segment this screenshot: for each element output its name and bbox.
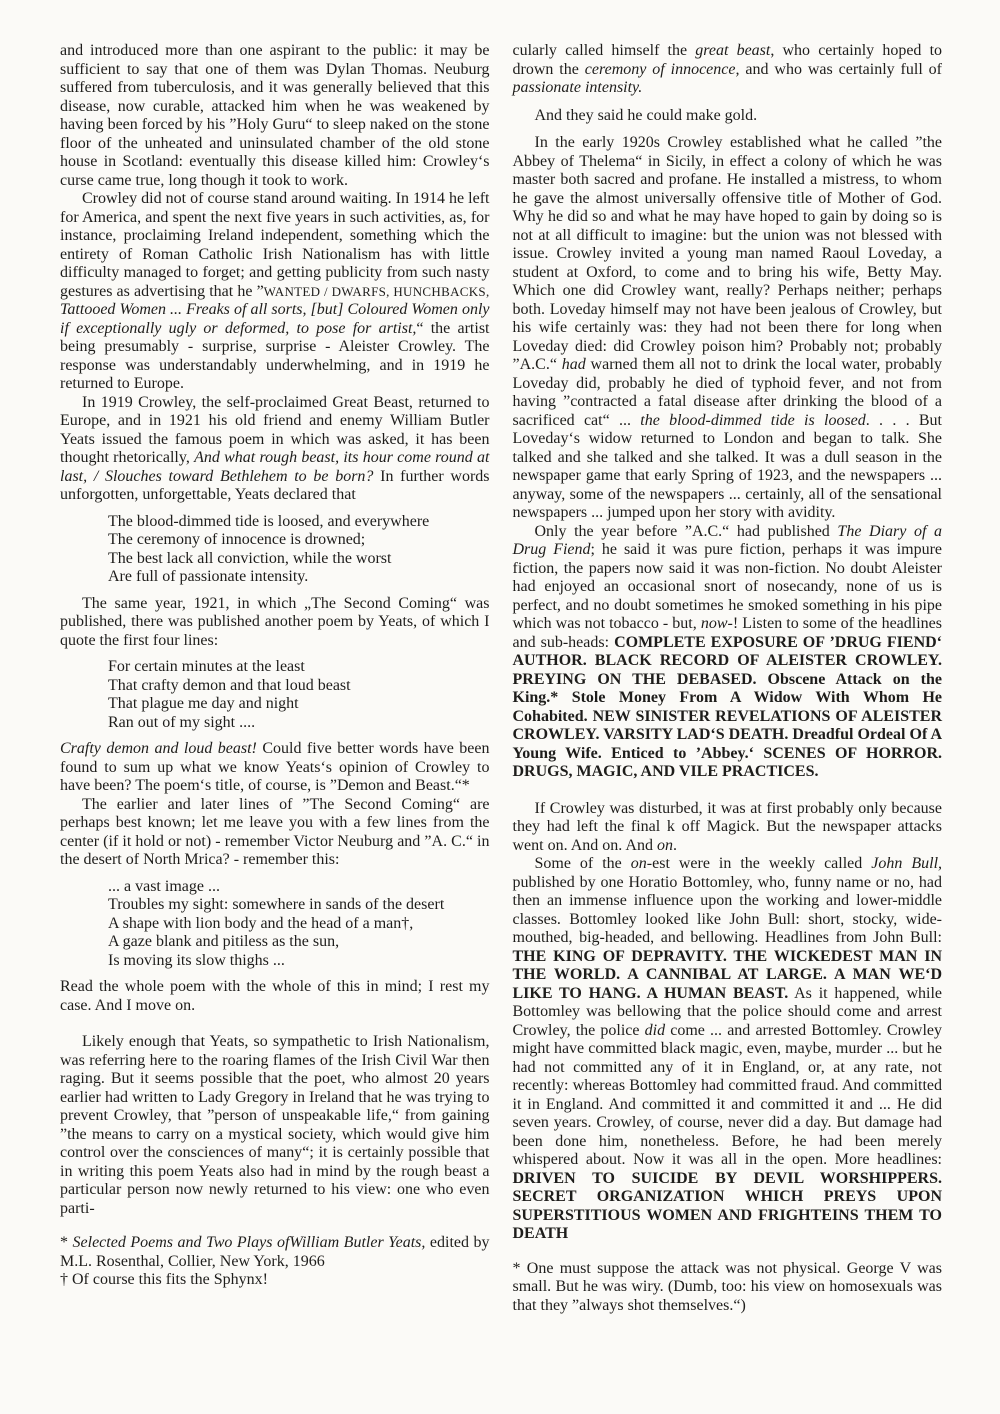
text-segment: now bbox=[700, 615, 728, 632]
text-segment: . bbox=[672, 836, 677, 854]
text-segment: and who was certainly full of bbox=[739, 60, 943, 78]
text-segment: Only the year before ”A.C.“ had published bbox=[534, 522, 838, 540]
text-segment: WANTED / DWARFS, HUNCHBACKS, bbox=[263, 283, 490, 299]
paragraph bbox=[60, 42, 490, 190]
text-segment: THE KING OF DEPRAVITY. THE WICKEDEST MAN IN THE WORLD. A CANNIBAL AT LARGE. A MAN WE‘D LIKE TO HANG. A HUMAN BEAST. bbox=[512, 947, 942, 1002]
text-segment: Could five better words have been found to sum up what we know Yeats‘s opinion of Crowley to have been? The poem‘s title, of course, is ”Demon and Beast.“* bbox=[60, 740, 490, 794]
footnote bbox=[60, 1234, 490, 1271]
footnote bbox=[513, 1260, 943, 1316]
paragraph bbox=[60, 978, 490, 1015]
footnotes bbox=[513, 1260, 943, 1316]
verse-quote bbox=[108, 513, 490, 587]
verse-line: That plague me day and night bbox=[108, 695, 299, 712]
text-segment: published by one Horatio Bottomley, who, funny name or no, had then an immense influence upon the working and lower-middle classes. Bottomley looked like John Bull: short, stocky, wide-mouthed, big-headed, and bellowing. Headlines from John Bull: bbox=[512, 873, 942, 946]
verse-line: A shape with lion body and the head of a man†, bbox=[108, 914, 414, 932]
text-segment: -! Listen to some of the headlines and sub-heads: bbox=[512, 615, 942, 651]
verse-line: ... a vast image ... bbox=[108, 877, 220, 895]
text-segment: * bbox=[60, 1234, 73, 1251]
text-segment: on bbox=[630, 855, 647, 872]
paragraph bbox=[60, 1033, 490, 1218]
footnote bbox=[60, 1271, 490, 1290]
verse-line: Is moving its slow thighs ... bbox=[108, 951, 285, 969]
text-segment: passionate intensity. bbox=[512, 79, 643, 96]
text-segment: Selected Poems and Two Plays ofWilliam Butler Yeats, bbox=[72, 1234, 426, 1251]
paragraph bbox=[60, 595, 490, 651]
verse-line: The best lack all conviction, while the worst bbox=[108, 549, 392, 567]
text-segment: In the early 1920s Crowley established what he called ”the Abbey of Thelema“ in Sicily, in effect a colony of which he was master both sacred and profane. He installed a mistress, to whom he gave the almost universally offensive title of Mother of God. Why he did so and what he may have hoped to gain by doing so is not at all difficult to imagine: but the union was not blessed with issue. Crowley invited a young man named Raoul Loveday, a student at Oxford, to come and to bring his wife, Betty May. Which one did Crowley want, really? Perhaps neither; perhaps both. Loveday himself may not have been jealous of Crowley, but his wife certainly was: they had not been there for long when Loveday died: did Crowley poison him? Probably not; probably ”A.C.“ bbox=[512, 134, 942, 373]
text-column-right bbox=[513, 42, 943, 1315]
text-segment: . . . . But Loveday‘s widow returned to London and began to talk. She talked and she talked and she talked. It was a dull season in the newspaper game that early Spring of 1923, and the newspapers ... anyway, some of the newspapers ... certainly, all of the sensational newspapers ... jumped upon her story with avidity. bbox=[512, 411, 942, 521]
text-segment: COMPLETE EXPOSURE OF ’DRUG FIEND‘ AUTHOR. BLACK RECORD OF ALEISTER CROWLEY. PREYING ON THE DEBASED. Obscene Attack on the King.* Stole Money From A Widow With Whom He Cohabited. NEW SINISTER REVELATIONS OF ALEISTER CROWLEY. VARSITY LAD‘S DEATH. Dreadful Ordeal Of A Young Wife. Enticed to ’Abbey.‘ SCENES OF HORROR. DRUGS, MAGIC, AND VILE PRACTICES. bbox=[512, 633, 943, 780]
verse-line: The blood-dimmed tide is loosed, and everywhere bbox=[108, 512, 430, 530]
text-segment: come ... and arrested Bottomley. Crowley might have committed black magic, even, maybe, murder ... but he had not committed any of it in England, or, at any rate, not recently: whereas Bottomley had committed fraud. And committed it in England. And committed it and committed it and ... He did seven years. Crowley, of course, never did a day. But damage had been done him, nonetheless. Before, he had been merely whispered about. Now it was all in the open. More headlines: bbox=[512, 1021, 943, 1168]
paragraph bbox=[513, 523, 943, 782]
verse-line: Troubles my sight: somewhere in sands of the desert bbox=[108, 896, 445, 913]
text-segment: John Bull, bbox=[871, 855, 943, 872]
two-column-layout bbox=[60, 42, 942, 1315]
text-segment: And what rough beast, its hour come round at last, / Slouches toward Bethlehem to be born? bbox=[60, 449, 490, 485]
paragraph bbox=[513, 800, 943, 856]
verse-line: For certain minutes at the least bbox=[108, 658, 305, 675]
verse-line: That crafty demon and that loud beast bbox=[108, 676, 351, 694]
text-segment: Crafty demon and loud beast! bbox=[60, 740, 257, 757]
paragraph bbox=[60, 190, 490, 394]
text-segment: did bbox=[644, 1021, 666, 1039]
verse-line: Ran out of my sight .... bbox=[108, 713, 256, 731]
text-segment: ; he said it was pure fiction, perhaps it was impure fiction, the papers now said it was non-fiction. No doubt Aleister had enjoyed an occasional snort of nosecandy, none of us is perfect, and no doubt sometimes he smoked something in his pipe which was not tobacco - but, bbox=[512, 541, 943, 632]
text-segment: warned them all not to drink the local water, probably Loveday did, probably he died of typhoid fever, and not from having ”contracted a fatal disease after drinking the blood of a sacrificed cat“ ... bbox=[512, 356, 943, 429]
paragraph bbox=[513, 107, 943, 126]
text-segment: DRIVEN TO SUICIDE BY DEVIL WORSHIPPERS. SECRET ORGANIZATION WHICH PREYS UPON SUPERSTITIOUS WOMEN AND FRIGHTEINS THEM TO DEATH bbox=[512, 1169, 942, 1242]
paragraph bbox=[60, 394, 490, 505]
text-segment: As it happened, while Bottomley was bellowing that the police should come and arrest Crowley, the police bbox=[512, 984, 942, 1039]
paragraph bbox=[60, 796, 490, 870]
text-segment: “ the artist being presumably - surprise, surprise - Aleister Crowley. The response was understandably underwhelming, and in 1919 he returned to Europe. bbox=[60, 319, 490, 392]
text-segment: -est were in the weekly called bbox=[646, 855, 872, 872]
text-segment: In 1919 Crowley, the self-proclaimed Great Beast, returned to Europe, and in 1921 his old friend and enemy William Butler Yeats issued the famous poem in which was asked, it has been thought rhetorically, bbox=[60, 393, 490, 466]
paragraph bbox=[513, 134, 943, 523]
text-segment: the blood-dimmed tide is loosed bbox=[640, 411, 866, 429]
text-segment: And they said he could make gold. bbox=[534, 106, 758, 124]
verse-line: Are full of passionate intensity. bbox=[108, 568, 309, 585]
text-segment: If Crowley was disturbed, it was at first probably only because they had left the final k off Magick. But the newspaper attacks went on. And on. And bbox=[512, 799, 942, 854]
text-segment: ceremony of innocence, bbox=[584, 60, 740, 78]
text-segment: The Diary of a Drug Fiend bbox=[512, 522, 943, 558]
verse-quote bbox=[108, 658, 490, 732]
verse-line: A gaze blank and pitiless as the sun, bbox=[108, 933, 340, 950]
text-segment: on bbox=[656, 836, 673, 854]
text-segment: Some of the bbox=[534, 855, 631, 872]
footnotes bbox=[60, 1234, 490, 1290]
text-segment: * One must suppose the attack was not physical. George V was small. But he was wiry. (Dumb, too: his view on homosexuals was that they ”always shot themselves.“) bbox=[512, 1259, 942, 1314]
text-segment: Crowley did not of course stand around waiting. In 1914 he left for America, and spent the next five years in such activities, as, for instance, proclaiming Ireland independent, something which the entirety of Roman Catholic Irish Nationalism has with little difficulty managed to forget; and getting publicity from such nasty gestures as advertising that he ” bbox=[60, 190, 490, 300]
text-segment: The same year, 1921, in which „The Second Coming“ was published, there was published another poem by Yeats, of which I quote the first four lines: bbox=[60, 594, 490, 649]
text-segment: Likely enough that Yeats, so sympathetic to Irish Nationalism, was referring here to the roaring flames of the Irish Civil War then raging. But it seems possible that the poet, who almost 20 years earlier had written to Lady Gregory in Ireland that he was trying to prevent Crowley, that ”person of unspeakable life,“ from gaining ”the means to carry on a mystical society, which would give him control over the consciences of many“; it is certainly possible that in writing this poem Yeats also had in mind by the rough beast a particular person now newly returned to his view: one who even parti- bbox=[60, 1033, 490, 1217]
text-segment: , who certainly hoped to drown the bbox=[512, 42, 943, 78]
text-segment: In further words unforgotten, unforgettable, Yeats declared that bbox=[60, 467, 490, 503]
text-segment: and introduced more than one aspirant to the public: it may be sufficient to say that one of them was Dylan Thomas. Neuburg suffered from tuberculosis, and it was generally believed that this disease, now curable, attacked him when he was weakened by having been forced by his ”Holy Guru“ to sleep naked on the stone floor of the unheated and uninsulated chamber of the old stone house in Scotland: eventually this disease killed him: Crowley‘s curse came true, long though it took to work. bbox=[60, 42, 490, 189]
paragraph bbox=[513, 42, 943, 98]
text-segment: The earlier and later lines of ”The Second Coming“ are perhaps best known; let me leave you with a few lines from the center (if it hold or not) - remember Victor Neuburg and ”A. C.“ in the desert of North Mrica? - remember this: bbox=[60, 795, 490, 868]
text-column-left bbox=[60, 42, 490, 1315]
text-segment: cularly called himself the bbox=[512, 42, 696, 59]
verse-quote bbox=[108, 878, 490, 971]
text-segment: † Of course this fits the Sphynx! bbox=[60, 1271, 268, 1288]
verse-line: The ceremony of innocence is drowned; bbox=[108, 531, 366, 548]
paragraph bbox=[60, 740, 490, 796]
text-segment: edited by M.L. Rosenthal, Collier, New York, 1966 bbox=[60, 1234, 490, 1270]
text-segment: Tattooed Women ... Freaks of all sorts, [but] Coloured Women only if exceptionally ugly or deformed, to pose for artist, bbox=[60, 301, 490, 337]
paragraph bbox=[513, 855, 943, 1244]
text-segment: had bbox=[561, 356, 586, 373]
text-segment: Read the whole poem with the whole of this in mind; I rest my case. And I move on. bbox=[60, 978, 490, 1014]
text-segment: great beast bbox=[695, 42, 771, 59]
